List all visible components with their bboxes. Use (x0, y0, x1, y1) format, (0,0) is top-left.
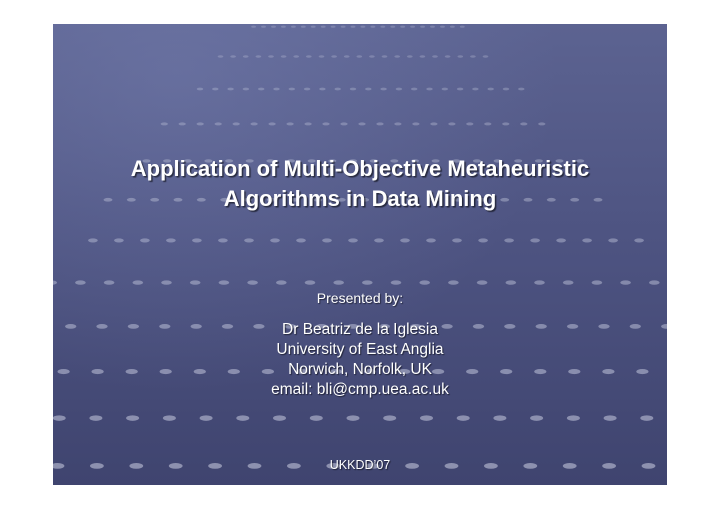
slide-footer: UKKDD’07 (329, 458, 391, 472)
author-email: email: bli@cmp.uea.ac.uk (271, 381, 449, 398)
slide-title (73, 154, 647, 214)
title-line-2: Algorithms in Data Mining (223, 186, 497, 211)
slide (53, 24, 667, 485)
title-line-1: Application of Multi-Objective Metaheuristic (130, 156, 590, 181)
presented-by-label: Presented by: (316, 290, 404, 306)
author-location: Norwich, Norfolk, UK (288, 361, 432, 378)
author-block (53, 320, 667, 400)
slide-content (53, 24, 667, 485)
author-affiliation: University of East Anglia (276, 341, 444, 358)
author-name: Dr Beatriz de la Iglesia (282, 321, 438, 338)
